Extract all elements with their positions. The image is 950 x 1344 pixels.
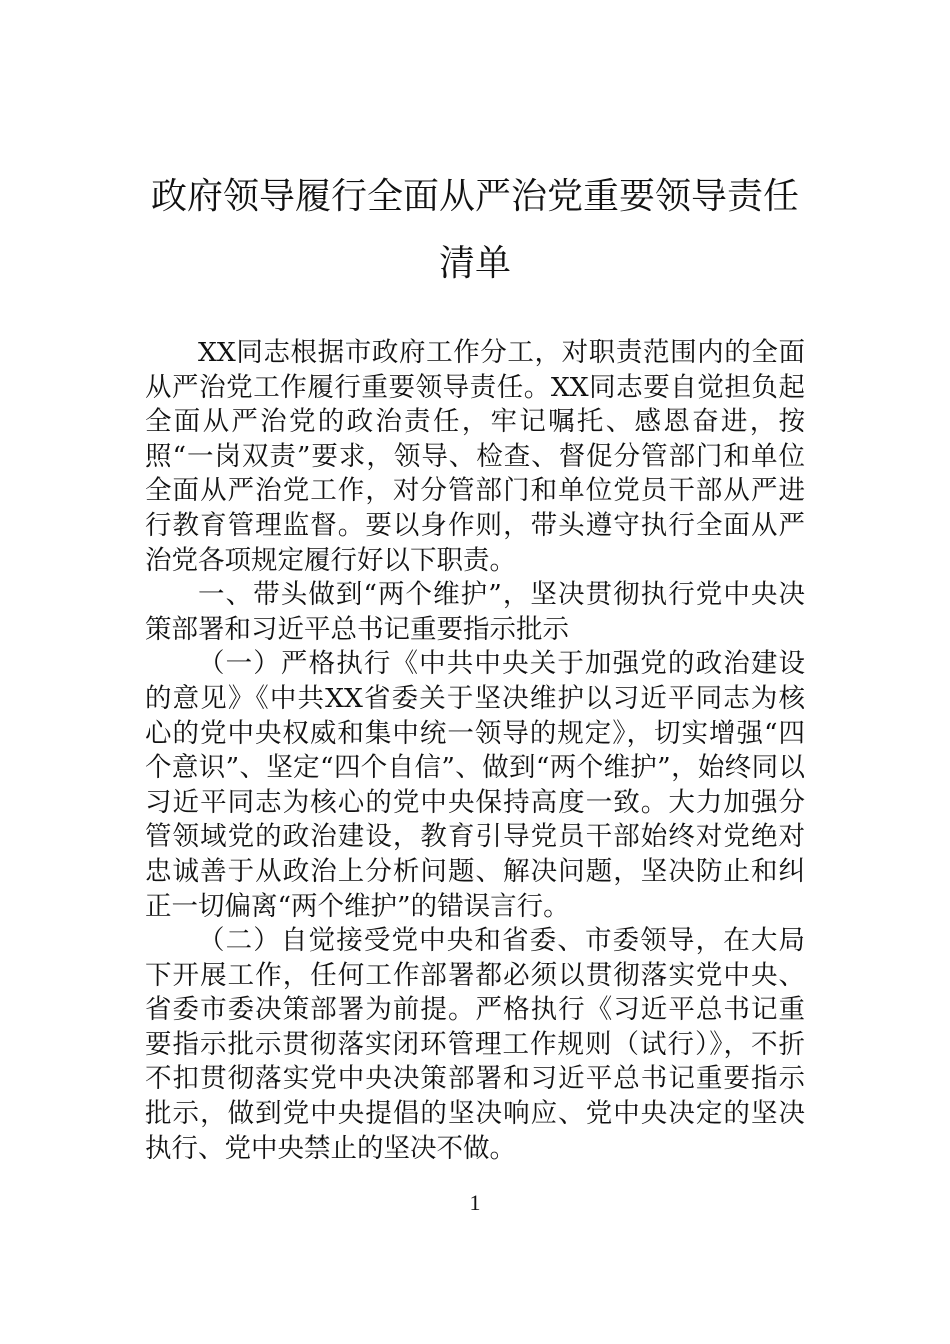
document-title-line-1: 政府领导履行全面从严治党重要领导责任	[150, 176, 799, 217]
document-title-line-2: 清单	[438, 243, 511, 284]
document-body	[145, 336, 805, 1166]
paragraph-item-1: （一）严格执行《中共中央关于加强党的政治建设的意见》《中共XX省委关于坚决维护以习近平同志为核心的党中央权威和集中统一领导的规定》，切实增强“四个意识”、坚定“四个自信”、做到“两个维护”，始终同以习近平同志为核心的党中央保持高度一致。大力加强分管领域党的政治建设，教育引导党员干部始终对党绝对忠诚善于从政治上分析问题、解决问题，坚决防止和纠正一切偏离“两个维护”的错误言行。	[145, 648, 805, 922]
page-number: 1	[469, 1190, 481, 1215]
paragraph-item-2: （二）自觉接受党中央和省委、市委领导，在大局下开展工作，任何工作部署都必须以贯彻落实党中央、省委市委决策部署为前提。严格执行《习近平总书记重要指示批示贯彻落实闭环管理工作规则（试行）》，不折不扣贯彻落实党中央决策部署和习近平总书记重要指示批示，做到党中央提倡的坚决响应、党中央决定的坚决执行、党中央禁止的坚决不做。	[145, 925, 805, 1164]
paragraph-section-heading-1: 一、带头做到“两个维护”，坚决贯彻执行党中央决策部署和习近平总书记重要指示批示	[145, 579, 805, 645]
paragraph-intro: XX同志根据市政府工作分工，对职责范围内的全面从严治党工作履行重要领导责任。XX同志要自觉担负起全面从严治党的政治责任，牢记嘱托、感恩奋进，按照“一岗双责”要求，领导、检查、督促分管部门和单位全面从严治党工作，对分管部门和单位党员干部从严进行教育管理监督。要以身作则，带头遵守执行全面从严治党各项规定履行好以下职责。	[145, 337, 805, 576]
